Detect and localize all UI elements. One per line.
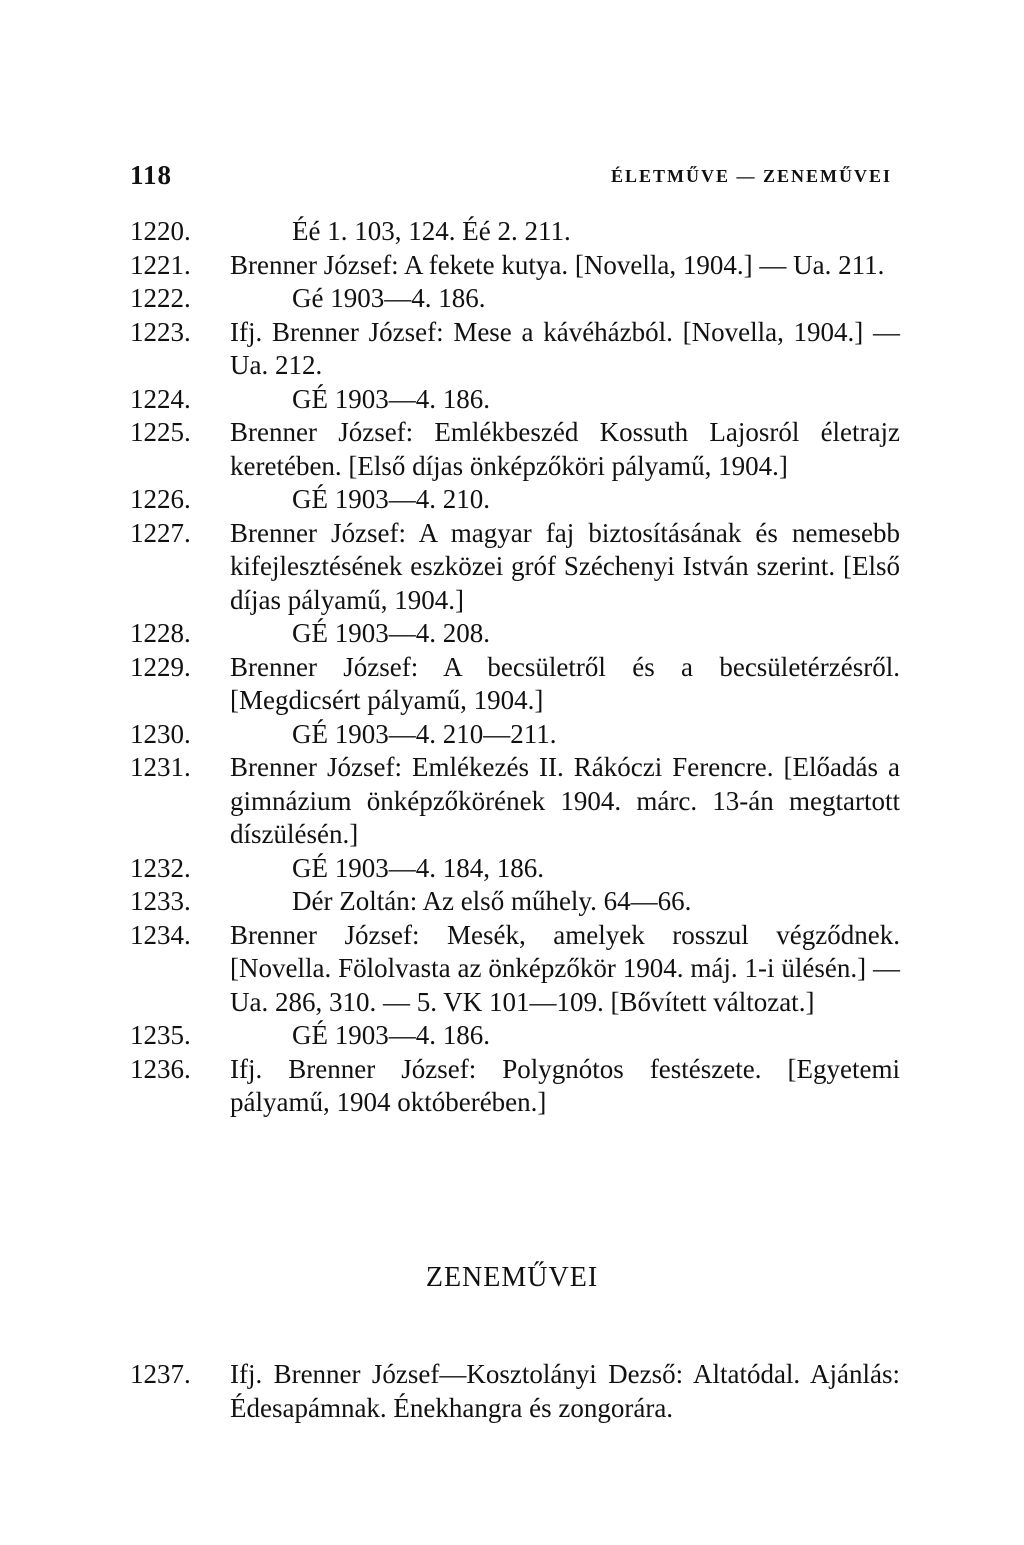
entry-text: GÉ 1903—4. 210—211. — [292, 718, 557, 749]
entry-number: 1225. — [130, 417, 191, 447]
entry-number: 1230. — [130, 718, 191, 749]
entry-text: GÉ 1903—4. 208. — [292, 618, 490, 648]
entry-number: 1236. — [130, 1053, 191, 1084]
entry-text: Brenner József: A fekete kutya. [Novella, 1904.] — Ua. 211. — [230, 249, 885, 280]
section-header: ÉLETMŰVE — ZENEMŰVEI — [610, 166, 892, 186]
bibliography-entry — [130, 651, 900, 718]
entry-text: Brenner József: Emlékbeszéd Kossuth Lajosról életrajz keretében. [Első díjas önképzőköri pályamű, 1904.] — [230, 417, 900, 481]
entry-text: Gé 1903—4. 186. — [292, 283, 486, 313]
entry-number: 1221. — [130, 249, 191, 280]
entry-number: 1234. — [130, 919, 191, 950]
entry-text: GÉ 1903—4. 186. — [292, 1020, 490, 1050]
entry-text: Ifj. Brenner József: Mese a kávéházból. [Novella, 1904.] — Ua. 212. — [230, 316, 900, 380]
entry-text: Éé 1. 103, 124. Éé 2. 211. — [292, 216, 571, 246]
entry-number: 1224. — [130, 383, 191, 414]
entry-number: 1232. — [130, 852, 191, 883]
entry-number: 1227. — [130, 517, 191, 548]
bibliography-entry — [130, 718, 900, 752]
entry-number: 1226. — [130, 484, 191, 514]
bibliography-entry — [130, 617, 900, 651]
entry-text: GÉ 1903—4. 186. — [292, 383, 490, 414]
bibliography-entry — [130, 282, 900, 316]
entry-number: 1237. — [130, 1359, 191, 1389]
bibliography-entry — [130, 383, 900, 417]
bibliography-entry — [130, 1019, 900, 1053]
entry-number: 1220. — [130, 216, 191, 246]
section-title: ZENEMŰVEI — [425, 1262, 599, 1293]
entry-text: Brenner József: A becsületről és a becsületérzésről. [Megdicsért pályamű, 1904.] — [230, 651, 900, 715]
entry-number: 1228. — [130, 618, 191, 648]
bibliography-entry — [130, 919, 900, 1020]
bibliography-entry — [130, 215, 900, 249]
running-head — [130, 160, 892, 196]
entry-text: Brenner József: Emlékezés II. Rákóczi Ferencre. [Előadás a gimnázium önképzőkörének 1904. márc. 13-án megtartott díszülésén.] — [230, 752, 900, 849]
bibliography-entry — [130, 751, 900, 852]
entry-number: 1235. — [130, 1020, 191, 1050]
bibliography-entry — [130, 517, 900, 618]
bibliography-list — [130, 215, 900, 1120]
entry-text: Ifj. Brenner József—Kosztolányi Dezső: Altatódal. Ajánlás: Édesapámnak. Énekhangra és zongorára. — [230, 1359, 900, 1423]
entry-number: 1222. — [130, 283, 191, 313]
bibliography-entry — [130, 852, 900, 886]
bibliography-entry — [130, 1053, 900, 1120]
bibliography-entry — [130, 316, 900, 383]
entry-number: 1231. — [130, 752, 191, 782]
entry-text: Dér Zoltán: Az első műhely. 64—66. — [292, 886, 692, 916]
bibliography-entry — [130, 416, 900, 483]
entry-text: GÉ 1903—4. 184, 186. — [292, 852, 544, 883]
entry-number: 1229. — [130, 651, 191, 682]
entry-number: 1223. — [130, 316, 191, 347]
entry-text: GÉ 1903—4. 210. — [292, 484, 490, 514]
entry-text: Brenner József: A magyar faj biztosításának és nemesebb kifejlesztésének eszközei gróf Széchenyi István szerint. [Első díjas pályamű, 1904.] — [230, 517, 900, 615]
entry-number: 1233. — [130, 886, 191, 916]
bibliography-entry — [130, 483, 900, 517]
entry-text: Ifj. Brenner József: Polygnótos festészete. [Egyetemi pályamű, 1904 októberében.] — [230, 1053, 900, 1117]
bibliography-entry — [130, 249, 900, 283]
entry-text: Brenner József: Mesék, amelyek rosszul végződnek. [Novella. Fölolvasta az önképzőkör 1904. máj. 1-i ülésén.] — Ua. 286, 310. — 5. VK 101—109. [Bővített változat.] — [230, 919, 900, 1017]
page-number: 118 — [130, 160, 173, 190]
bibliography-list-zenemuvei — [130, 1358, 900, 1425]
bibliography-entry — [130, 1358, 900, 1425]
bibliography-entry — [130, 885, 900, 919]
